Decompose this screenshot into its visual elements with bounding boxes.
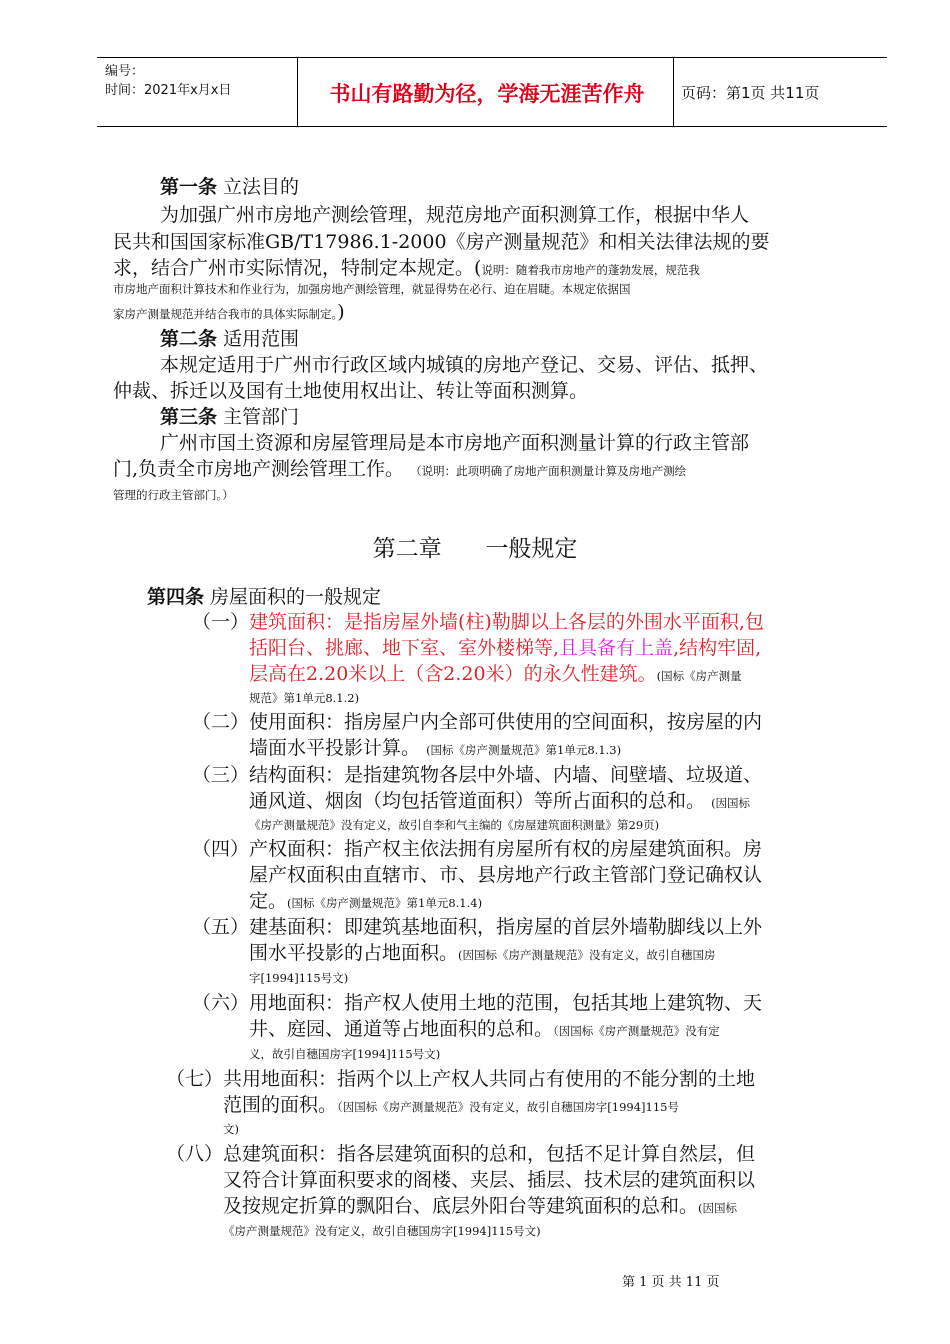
paragraph-text: 门,负责全市房地产测绘管理工作。	[113, 458, 405, 480]
item-text: 括阳台、挑廊、地下室、室外楼梯等,	[249, 637, 560, 659]
note-line: 《房产测量规范》没有定义，故引自李和气主编的《房屋建筑面积测量》第29页)	[249, 818, 660, 832]
item-line	[249, 941, 716, 967]
header-page-info: 页码：第1页 共11页	[681, 84, 820, 102]
note-text: (因国标	[711, 796, 751, 810]
note-line: 管理的行政主管部门。）	[113, 488, 234, 502]
paragraph-text: 求，结合广州市实际情况，特制定本规定。	[113, 257, 475, 279]
note-text: (国标《房产测量规范》第1单元8.1.3)	[426, 743, 622, 757]
paragraph-line: 民共和国国家标准GB/T17986.1-2000《房产测量规范》和相关法律法规的要	[113, 231, 770, 253]
header-time: 时间：2021年x月x日	[105, 83, 232, 98]
list-item	[166, 1067, 755, 1091]
paragraph-line: 为加强广州市房地产测绘管理，规范房地产面积测算工作，根据中华人	[160, 204, 750, 226]
list-item	[192, 915, 762, 939]
note-text: (因国标《房产测量规范》没有定义，故引自穗国房	[458, 948, 716, 962]
item-number: （三）	[192, 764, 250, 786]
note-line: 文)	[223, 1122, 239, 1136]
item-line	[249, 1017, 720, 1043]
item-text: 建基面积：即建筑基地面积，指房屋的首层外墙勒脚线以上外	[249, 916, 763, 938]
item-line: 屋产权面积由直辖市、市、县房地产行政主管部门登记确权认	[249, 864, 763, 886]
note-text: 家房产测量规范并结合我市的具体实际制定。	[113, 307, 338, 321]
item-line	[249, 662, 742, 688]
item-text: 通风道、烟囱（均包括管道面积）等所占面积的总和。	[249, 790, 706, 812]
article-subtitle: 房屋面积的一般规定	[204, 586, 382, 608]
item-text: 结构面积：是指建筑物各层中外墙、内墙、间壁墙、垃圾道、	[249, 764, 763, 786]
item-text: 用地面积：指产权人使用土地的范围，包括其地上建筑物、天	[249, 992, 763, 1014]
page-footer: 第 1 页 共 11 页	[622, 1275, 720, 1290]
item-text: 井、庭园、通道等占地面积的总和。	[249, 1018, 554, 1040]
list-item	[192, 610, 764, 634]
item-text: ,结构牢固,	[673, 637, 762, 659]
note-text: （因国标《房产测量规范》没有定	[553, 1024, 720, 1038]
article-1-heading	[160, 175, 299, 199]
note-bracket: (	[474, 257, 482, 279]
item-text: 范围的面积。	[223, 1094, 338, 1116]
item-line	[249, 889, 482, 915]
list-item	[192, 763, 762, 787]
note-text: (国标《房产测量规范》第1单元8.1.4)	[287, 896, 483, 910]
list-item	[166, 1142, 755, 1166]
item-text-highlight: 且具备有上盖	[559, 637, 674, 659]
note-text: (因国标	[698, 1201, 738, 1215]
note-line: 市房地产面积计算技术和作业行为，加强房地产测绘管理，就显得势在必行、迫在眉睫。本规定依据国	[113, 282, 631, 296]
chapter-title: 第二章 一般规定	[372, 536, 578, 562]
item-line	[223, 1194, 737, 1220]
item-number: （五）	[192, 916, 250, 938]
item-text: 建筑面积：是指房屋外墙(柱)勒脚以上各层的外围水平面积,包	[249, 611, 764, 633]
list-item	[192, 991, 762, 1015]
note-line	[113, 300, 345, 326]
item-text: 使用面积：指房屋户内全部可供使用的空间面积，按房屋的内	[249, 711, 763, 733]
note-text: 说明：随着我市房地产的蓬勃发展，规范我	[481, 263, 700, 277]
note-line: 义，故引自穗国房字[1994]115号文)	[249, 1047, 441, 1061]
item-text: 层高在2.20米以上（含2.20米）的永久性建筑。	[249, 663, 657, 685]
article-title: 第三条	[160, 406, 218, 428]
note-bracket: )	[337, 301, 345, 323]
item-number: （七）	[166, 1068, 224, 1090]
page-header	[97, 57, 887, 127]
paragraph-line: 广州市国土资源和房屋管理局是本市房地产面积测量计算的行政主管部	[160, 432, 750, 454]
item-number: （六）	[192, 992, 250, 1014]
header-divider	[673, 58, 674, 126]
note-line: 字[1994]115号文)	[249, 971, 349, 985]
header-meta	[105, 62, 231, 100]
article-2-heading	[160, 327, 299, 351]
item-text: 围水平投影的占地面积。	[249, 942, 459, 964]
item-line	[249, 789, 750, 815]
item-text: 及按规定折算的飘阳台、底层外阳台等建筑面积的总和。	[223, 1195, 699, 1217]
article-title: 第一条	[160, 176, 218, 198]
item-text: 墙面水平投影计算。	[249, 737, 421, 759]
article-title: 第二条	[160, 328, 218, 350]
list-item	[192, 837, 762, 861]
item-number: （四）	[192, 838, 250, 860]
item-text: 共用地面积：指两个以上产权人共同占有使用的不能分割的土地	[223, 1068, 756, 1090]
paragraph-line: 仲裁、拆迁以及国有土地使用权出让、转让等面积测算。	[113, 380, 589, 402]
list-item	[192, 710, 762, 734]
article-subtitle: 适用范围	[217, 328, 300, 350]
article-3-heading	[160, 405, 299, 429]
item-number: （八）	[166, 1143, 224, 1165]
note-line: 《房产测量规范》没有定义，故引自穗国房字[1994]115号文)	[223, 1224, 541, 1238]
note-text: (国标《房产测量	[656, 669, 742, 683]
article-title: 第四条	[147, 586, 205, 608]
header-motto: 书山有路勤为径，学海无涯苦作舟	[329, 82, 645, 106]
item-number: （二）	[192, 711, 250, 733]
note-text: （说明：此项明确了房地产面积测量计算及房地产测绘	[410, 464, 687, 478]
article-subtitle: 主管部门	[217, 406, 300, 428]
item-line: 又符合计算面积要求的阁楼、夹层、插层、技术层的建筑面积以	[223, 1169, 756, 1191]
article-subtitle: 立法目的	[217, 176, 300, 198]
note-line: 规范》第1单元8.1.2)	[249, 691, 360, 705]
item-text: 产权面积：指产权主依法拥有房屋所有权的房屋建筑面积。房	[249, 838, 763, 860]
item-line	[249, 736, 621, 762]
item-number: （一）	[192, 611, 250, 633]
header-number: 编号：	[105, 64, 145, 79]
item-text: 定。	[249, 890, 288, 912]
article-4-heading	[147, 585, 381, 609]
paragraph-line	[113, 457, 686, 483]
item-text: 总建筑面积：指各层建筑面积的总和，包括不足计算自然层，但	[223, 1143, 756, 1165]
paragraph-line: 本规定适用于广州市行政区域内城镇的房地产登记、交易、评估、抵押、	[160, 354, 769, 376]
note-text: （因国标《房产测量规范》没有定义，故引自穗国房字[1994]115号	[337, 1100, 679, 1114]
item-line	[249, 636, 761, 660]
item-line	[223, 1093, 679, 1119]
